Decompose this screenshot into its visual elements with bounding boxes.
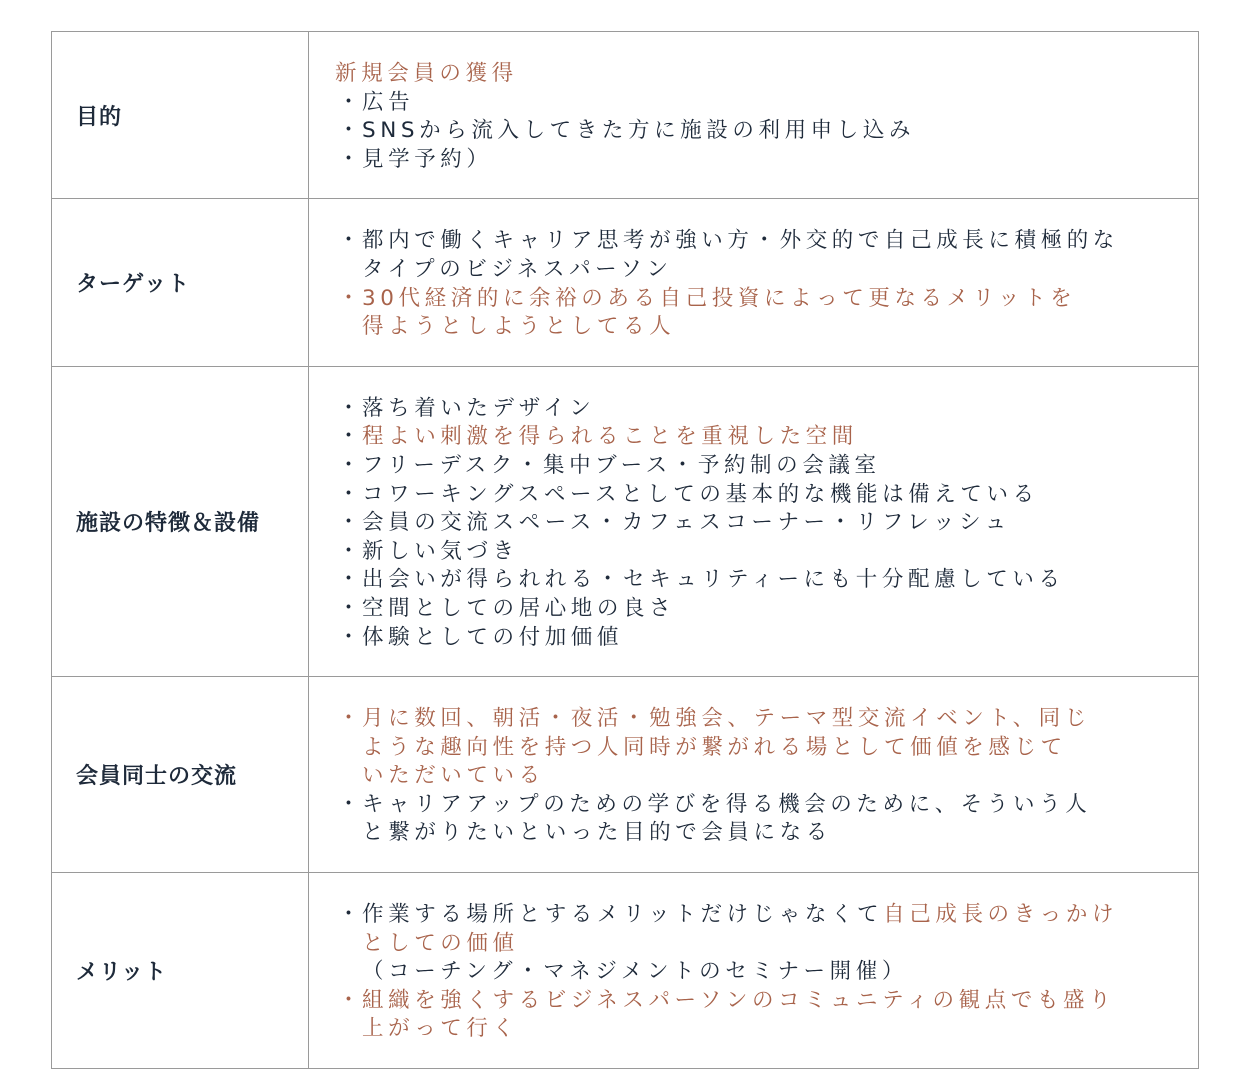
table-row-purpose <box>52 32 1199 199</box>
content-line <box>335 1015 1178 1044</box>
table-row-merit <box>52 873 1199 1069</box>
content-line <box>335 901 1178 930</box>
content-line <box>335 791 1178 820</box>
content-text: 都内で働くキャリア思考が強い方・外交的で自己成長に積極的な <box>362 228 1119 254</box>
content-text: フリーデスク・集中ブース・予約制の会議室 <box>362 452 881 478</box>
bullet-mark: ・ <box>337 902 360 928</box>
content-line <box>335 146 1178 175</box>
content-text: （コーチング・マネジメントのセミナー開催） <box>362 959 908 985</box>
content-text: と繋がりたいといった目的で会員になる <box>362 820 832 846</box>
table-row-target <box>52 199 1199 366</box>
content-line <box>335 705 1178 734</box>
bullet-mark: ・ <box>337 595 360 621</box>
row-content <box>309 32 1199 199</box>
bullet-mark: ・ <box>337 424 360 450</box>
row-label: メリット <box>52 873 309 1069</box>
bullet-mark: ・ <box>337 285 360 311</box>
content-line <box>335 958 1178 987</box>
content-text: 広告 <box>362 89 415 115</box>
content-line <box>335 930 1178 959</box>
table-row-facility-features <box>52 366 1199 676</box>
bullet-mark: ・ <box>337 987 360 1013</box>
content-line <box>335 423 1178 452</box>
bullet-mark: ・ <box>337 624 360 650</box>
bullet-mark: ・ <box>337 395 360 421</box>
content-text: 見学予約） <box>362 146 493 172</box>
content-line <box>335 595 1178 624</box>
content-line <box>335 313 1178 342</box>
row-content <box>309 677 1199 873</box>
content-line <box>335 819 1178 848</box>
bullet-mark: ・ <box>337 706 360 732</box>
content-text: 30代経済的に余裕のある自己投資によって更なるメリットを <box>362 285 1077 311</box>
row-content <box>309 199 1199 366</box>
content-text: 会員の交流スペース・カフェスコーナー・リフレッシュ <box>362 510 1011 536</box>
row-content <box>309 366 1199 676</box>
row-label: 施設の特徴＆設備 <box>52 366 309 676</box>
row-label: 目的 <box>52 32 309 199</box>
bullet-mark: ・ <box>337 146 360 172</box>
bullet-mark: ・ <box>337 481 360 507</box>
content-table <box>51 31 1199 1069</box>
content-text: タイプのビジネスパーソン <box>362 256 673 282</box>
content-line <box>335 60 1178 89</box>
content-line <box>335 509 1178 538</box>
content-line <box>335 481 1178 510</box>
content-line <box>335 117 1178 146</box>
row-label: 会員同士の交流 <box>52 677 309 873</box>
content-text: 上がって行く <box>362 1016 519 1042</box>
content-text: としての価値 <box>362 930 519 956</box>
content-line <box>335 395 1178 424</box>
content-line <box>335 762 1178 791</box>
content-line <box>335 227 1178 256</box>
content-line <box>335 256 1178 285</box>
content-text: 体験としての付加価値 <box>362 624 624 650</box>
bullet-mark: ・ <box>337 228 360 254</box>
content-text: 落ち着いたデザイン <box>362 395 596 421</box>
content-text: 自己成長のきっかけ <box>883 902 1119 928</box>
content-text: 新規会員の獲得 <box>335 61 518 86</box>
bullet-mark: ・ <box>337 118 360 144</box>
content-line <box>335 89 1178 118</box>
row-label: ターゲット <box>52 199 309 366</box>
content-line <box>335 452 1178 481</box>
content-text: 出会いが得られれる・セキュリティーにも十分配慮している <box>362 567 1065 593</box>
bullet-mark: ・ <box>337 89 360 115</box>
content-text: キャリアアップのための学びを得る機会のために、そういう人 <box>362 791 1092 817</box>
content-text: SNSから流入してきた方に施設の利用申し込み <box>362 118 916 144</box>
content-text: 組織を強くするビジネスパーソンのコミュニティの観点でも盛り <box>362 987 1116 1013</box>
content-text: 空間としての居心地の良さ <box>362 595 676 621</box>
row-content <box>309 873 1199 1069</box>
content-text: ような趣向性を持つ人同時が繋がれる場として価値を感じて <box>362 734 1067 760</box>
bullet-mark: ・ <box>337 510 360 536</box>
content-text: 程よい刺激を得られることを重視した空間 <box>362 424 858 450</box>
content-text: いただいている <box>362 763 545 789</box>
bullet-mark: ・ <box>337 791 360 817</box>
bullet-mark: ・ <box>337 452 360 478</box>
content-text: 得ようとしようとしてる人 <box>362 314 676 340</box>
content-text: コワーキングスペースとしての基本的な機能は備えている <box>362 481 1039 507</box>
content-text: 月に数回、朝活・夜活・勉強会、テーマ型交流イベント、同じ <box>362 706 1091 732</box>
table-row-member-exchange <box>52 677 1199 873</box>
bullet-mark: ・ <box>337 567 360 593</box>
content-line <box>335 624 1178 653</box>
content-line <box>335 285 1178 314</box>
content-line <box>335 734 1178 763</box>
content-line <box>335 987 1178 1016</box>
content-text: 新しい気づき <box>362 538 519 564</box>
content-line <box>335 538 1178 567</box>
bullet-mark: ・ <box>337 538 360 564</box>
content-text: 作業する場所とするメリットだけじゃなくて <box>362 902 884 928</box>
content-line <box>335 566 1178 595</box>
